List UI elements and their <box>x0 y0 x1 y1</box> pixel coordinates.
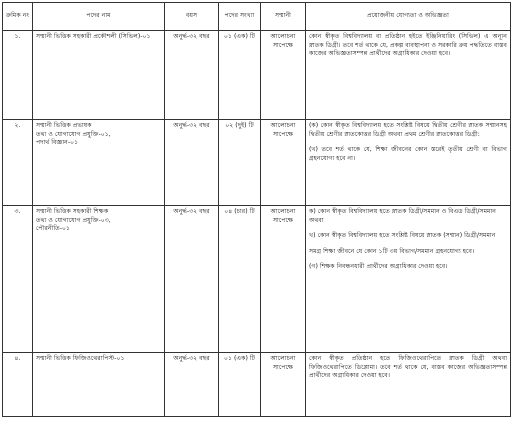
cell-count: ০১ (এক) টি <box>219 31 261 120</box>
qualification-line: কোন স্বীকৃত বিশ্ববিদ্যালয় বা প্রতিষ্ঠান হইতে ইঞ্জিনিয়ারিং (সিভিল) এ অন্যূন স্নাতক ডিগ্রী। তবে শর্ত থাকে যে, প্রকল্প ব্যবস্থাপনা ও সরকারি ক্রয় পদ্ধতিতে বাস্তব কাজের অভিজ্ঞতাসম্পন্ন প্রার্থীদের অগ্রাধিকার দেওয়া হবে। <box>309 33 507 58</box>
cell-honorarium: আলোচনা সাপেক্ষে <box>261 120 306 206</box>
cell-serial: ২. <box>3 120 33 206</box>
header-post: পদের নাম <box>33 3 165 31</box>
cell-age: অনুর্দ্ধ-৩২ বছর <box>165 353 219 417</box>
cell-honorarium: আলোচনা সাপেক্ষে <box>261 31 306 120</box>
table-header-row <box>3 3 511 31</box>
header-age: বয়স <box>165 3 219 31</box>
cell-count: ০২ (দুই) টি <box>219 120 261 206</box>
header-qualification: প্রয়োজনীয় যোগ্যতা ও অভিজ্ঞতা <box>306 3 511 31</box>
header-honorarium: সম্মানী <box>261 3 306 31</box>
table-row <box>3 31 511 120</box>
qualification-line: খ) কোন স্বীকৃত বিশ্ববিদ্যালয় হতে সংশ্লিষ্ট বিষয়ে স্নাতক (সম্মান) ডিগ্রী/সমমান <box>309 232 496 240</box>
cell-post <box>33 206 165 353</box>
cell-serial: ১. <box>3 31 33 120</box>
cell-serial: ৪. <box>3 353 33 417</box>
post-line: সম্মানী ভিত্তিক সহকারী প্রকৌশলী (সিভিল)-০১ <box>36 33 151 40</box>
post-line: পদার্থ বিজ্ঞান-০১ <box>36 139 79 147</box>
vacancy-table <box>2 2 511 417</box>
post-line: তথ্য ও যোগাযোগ প্রযুক্তি-০১, <box>36 130 111 138</box>
cell-qualification <box>306 120 511 206</box>
qualification-line: (ক) কোন স্বীকৃত বিশ্ববিদ্যালয় হতে সংশ্লিষ্ট বিষয়ে দ্বিতীয় শ্রেণীর স্নাতক সম্মানসহ দ্বিতীয় শ্রেণীর স্নাতকোত্তর ডিগ্রী অথবা প্রথম শ্রেণীর স্নাতকোত্তর ডিগ্রী: <box>309 122 507 138</box>
table-row <box>3 353 511 417</box>
cell-honorarium: আলোচনা সাপেক্ষে <box>261 353 306 417</box>
cell-age: অনুর্দ্ধ-৩২ বছর <box>165 120 219 206</box>
paragraph-gap <box>309 241 507 248</box>
cell-qualification <box>306 206 511 353</box>
cell-post <box>33 31 165 120</box>
cell-serial: ৩. <box>3 206 33 353</box>
cell-age: অনুর্দ্ধ-৩২ বছর <box>165 31 219 120</box>
cell-qualification <box>306 31 511 120</box>
qualification-line: (গ) শিক্ষক নিবন্ধনধারী প্রার্থীদের অগ্রাধিকার দেওয়া হবে। <box>309 263 448 271</box>
header-serial: ক্রমিক নং <box>3 3 33 31</box>
cell-post <box>33 120 165 206</box>
qualification-line: ক) কোন স্বীকৃত বিশ্ববিদ্যালয় হতে স্নাতক ডিগ্রী/সমমান ও বিএড ডিগ্রী/সমমান অথবা <box>309 208 496 224</box>
post-line: পৌরনীতি-০১ <box>36 225 71 233</box>
table-row <box>3 206 511 353</box>
qualification-line: (খ) তবে শর্ত থাকে যে, শিক্ষা জীবনের কোন স্তরেই তৃতীয় শ্রেণী বা বিভাগ গ্রহনযোগ্য হবে না। <box>309 146 507 162</box>
post-line: সম্মানী ভিত্তিক প্রভাষক <box>36 122 92 129</box>
header-count: পদের সংখ্যা <box>219 3 261 31</box>
post-line: তথ্য ও যোগাযোগ প্রযুক্তি-০৩, <box>36 216 111 224</box>
cell-count: ০১ (এক) টি <box>219 353 261 417</box>
cell-honorarium: আলোচনা সাপেক্ষে <box>261 206 306 353</box>
cell-count: ০৪ (চার) টি <box>219 206 261 353</box>
cell-age: অনুর্দ্ধ-৩২ বছর <box>165 206 219 353</box>
post-line: সম্মানী ভিত্তিক ফিজিওথেরাপিস্ট-০১ <box>36 355 125 362</box>
qualification-line: কোন স্বীকৃত প্রতিষ্ঠান হতে ফিজিওথেরাপিতে স্নাতক ডিগ্রী অথবা ফিজিওথেরাপিতে ডিপ্লোমা। তবে শর্ত থাকে যে, বাস্তব কাজের অভিজ্ঞতাসম্পন্ন প্রার্থীদের অগ্রাধিকার দেওয়া হবে। <box>309 355 507 380</box>
qualification-line: সমগ্র শিক্ষা জীবনে যে কোন ১টি ৩য় বিভাগ/সমমান গ্রহনযোগ্য হবে। <box>309 247 475 255</box>
cell-post <box>33 353 165 417</box>
table-row <box>3 120 511 206</box>
post-line: সম্মানী ভিত্তিক সহকারী শিক্ষক <box>36 208 109 215</box>
cell-qualification <box>306 353 511 417</box>
